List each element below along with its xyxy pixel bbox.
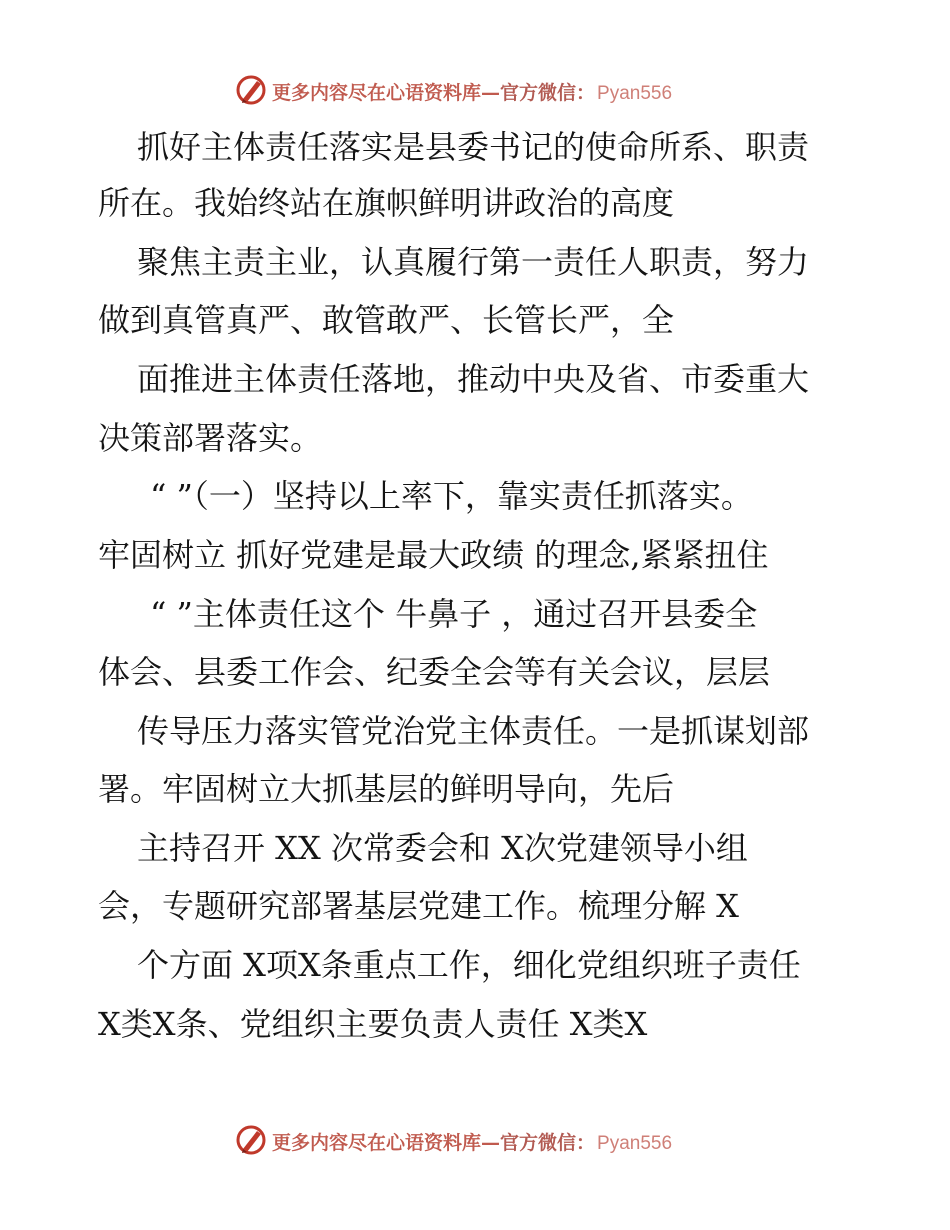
body-line: X类X条、党组织主要负责人责任 X类X [98,1005,648,1043]
body-line: 个方面 X项X条重点工作，细化党组织班子责任 [137,946,801,984]
body-line: 所在。我始终站在旗帜鲜明讲政治的高度 [98,184,675,222]
footer-watermark [0,1120,950,1160]
body-line: 体会、县委工作会、纪委全会等有关会议，层层 [98,653,771,691]
circled-pen-logo-icon [234,1122,268,1156]
watermark-dash: — [481,82,501,104]
body-line: 面推进主体责任落地，推动中央及省、市委重大 [137,360,810,398]
body-line: 署。牢固树立大抓基层的鲜明导向，先后 [98,770,675,808]
header-watermark [0,70,950,110]
body-line: 决策部署落实。 [98,419,323,457]
watermark-dash: — [481,1132,501,1154]
watermark-contact: Pyan556 [597,1133,673,1154]
watermark-text [272,78,672,105]
watermark-text [272,1128,672,1155]
watermark-wechat-label: 官方微信： [500,1132,596,1154]
body-line: 会，专题研究部署基层党建工作。梳理分解 X [98,887,739,925]
watermark-contact: Pyan556 [597,83,673,104]
body-line: 传导压力落实管党治党主体责任。一是抓谋划部 [137,712,810,750]
watermark-site-text: 更多内容尽在心语资料库 [272,82,482,104]
body-line: 牢固树立 抓好党建是最大政绩 的理念,紧紧扭住 [98,536,769,574]
body-line: 主持召开 XX 次常委会和 X次党建领导小组 [137,829,748,867]
body-line: 聚焦主责主业，认真履行第一责任人职责，努力 [137,243,810,281]
body-line: “ ”（一）坚持以上率下，靠实责任抓落实。 [150,477,753,515]
body-line: 抓好主体责任落实是县委书记的使命所系、职责 [137,128,810,166]
circled-pen-logo-icon [234,72,268,106]
watermark-wechat-label: 官方微信： [500,82,596,104]
body-line: “ ”主体责任这个 牛鼻子 ，通过召开县委全 [150,595,758,633]
body-line: 做到真管真严、敢管敢严、长管长严，全 [98,301,675,339]
watermark-site-text: 更多内容尽在心语资料库 [272,1132,482,1154]
